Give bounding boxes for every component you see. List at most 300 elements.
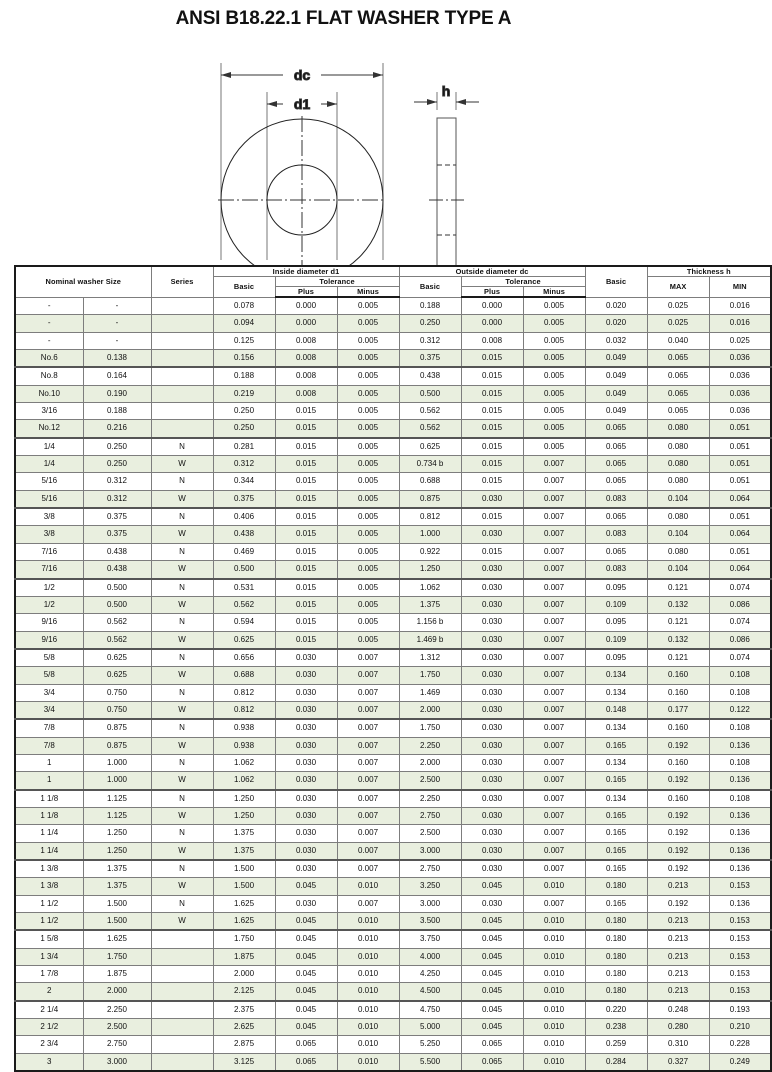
cell-dc-plus: 0.045 bbox=[461, 1001, 523, 1019]
cell-thickness-max: 0.192 bbox=[647, 737, 709, 754]
cell-thickness-min: 0.051 bbox=[709, 543, 771, 560]
cell-d1-basic: 2.875 bbox=[213, 1036, 275, 1053]
cell-d1-plus: 0.030 bbox=[275, 842, 337, 860]
cell-thickness-max: 0.192 bbox=[647, 860, 709, 878]
cell-thickness-max: 0.213 bbox=[647, 966, 709, 983]
cell-d1-plus: 0.008 bbox=[275, 350, 337, 368]
cell-dc-basic: 1.062 bbox=[399, 579, 461, 597]
table-row bbox=[15, 1019, 771, 1036]
cell-thickness-basic: 0.165 bbox=[585, 772, 647, 790]
cell-dc-plus: 0.045 bbox=[461, 930, 523, 948]
cell-nominal-size: 7/8 bbox=[15, 719, 83, 737]
cell-dc-minus: 0.007 bbox=[523, 543, 585, 560]
cell-thickness-max: 0.065 bbox=[647, 350, 709, 368]
cell-dc-plus: 0.015 bbox=[461, 456, 523, 473]
cell-d1-minus: 0.010 bbox=[337, 913, 399, 931]
cell-thickness-max: 0.280 bbox=[647, 1019, 709, 1036]
cell-dc-minus: 0.007 bbox=[523, 596, 585, 613]
cell-d1-minus: 0.005 bbox=[337, 332, 399, 349]
cell-d1-plus: 0.015 bbox=[275, 473, 337, 490]
cell-thickness-max: 0.213 bbox=[647, 930, 709, 948]
table-row bbox=[15, 825, 771, 842]
cell-dc-basic: 4.250 bbox=[399, 966, 461, 983]
cell-dc-plus: 0.000 bbox=[461, 315, 523, 332]
cell-thickness-max: 0.080 bbox=[647, 508, 709, 526]
cell-d1-basic: 1.500 bbox=[213, 878, 275, 895]
cell-dc-plus: 0.015 bbox=[461, 350, 523, 368]
cell-dc-basic: 0.250 bbox=[399, 315, 461, 332]
cell-dc-plus: 0.045 bbox=[461, 983, 523, 1001]
cell-nominal-value: 0.138 bbox=[83, 350, 151, 368]
cell-dc-plus: 0.045 bbox=[461, 948, 523, 965]
cell-d1-plus: 0.045 bbox=[275, 1001, 337, 1019]
cell-dc-minus: 0.005 bbox=[523, 332, 585, 349]
cell-thickness-basic: 0.049 bbox=[585, 385, 647, 402]
table-row bbox=[15, 332, 771, 349]
cell-series: W bbox=[151, 878, 213, 895]
cell-series bbox=[151, 1036, 213, 1053]
cell-d1-minus: 0.007 bbox=[337, 825, 399, 842]
cell-dc-basic: 2.750 bbox=[399, 860, 461, 878]
cell-series: N bbox=[151, 579, 213, 597]
cell-nominal-size: 2 1/4 bbox=[15, 1001, 83, 1019]
cell-dc-basic: 1.250 bbox=[399, 561, 461, 579]
cell-series: N bbox=[151, 719, 213, 737]
cell-dc-plus: 0.015 bbox=[461, 385, 523, 402]
cell-series: W bbox=[151, 842, 213, 860]
cell-d1-basic: 0.344 bbox=[213, 473, 275, 490]
cell-dc-plus: 0.030 bbox=[461, 842, 523, 860]
cell-dc-basic: 0.188 bbox=[399, 297, 461, 315]
cell-thickness-min: 0.228 bbox=[709, 1036, 771, 1053]
cell-d1-minus: 0.007 bbox=[337, 895, 399, 912]
cell-thickness-min: 0.136 bbox=[709, 807, 771, 824]
cell-thickness-max: 0.080 bbox=[647, 473, 709, 490]
cell-thickness-min: 0.036 bbox=[709, 367, 771, 385]
table-row bbox=[15, 508, 771, 526]
cell-dc-basic: 2.250 bbox=[399, 737, 461, 754]
cell-nominal-value: 0.312 bbox=[83, 473, 151, 490]
cell-dc-plus: 0.030 bbox=[461, 790, 523, 808]
cell-d1-minus: 0.007 bbox=[337, 772, 399, 790]
cell-thickness-min: 0.016 bbox=[709, 297, 771, 315]
cell-d1-basic: 0.469 bbox=[213, 543, 275, 560]
cell-series bbox=[151, 403, 213, 420]
cell-dc-plus: 0.045 bbox=[461, 1019, 523, 1036]
cell-d1-minus: 0.007 bbox=[337, 701, 399, 719]
cell-nominal-size: 1 1/2 bbox=[15, 913, 83, 931]
cell-nominal-value: 0.625 bbox=[83, 667, 151, 684]
cell-thickness-min: 0.036 bbox=[709, 350, 771, 368]
cell-nominal-size: No.12 bbox=[15, 420, 83, 438]
cell-series: W bbox=[151, 772, 213, 790]
cell-thickness-min: 0.086 bbox=[709, 631, 771, 649]
cell-thickness-basic: 0.065 bbox=[585, 420, 647, 438]
dimension-label-dc: dc bbox=[293, 67, 311, 83]
cell-d1-plus: 0.030 bbox=[275, 701, 337, 719]
cell-nominal-value: 0.625 bbox=[83, 649, 151, 667]
cell-d1-plus: 0.045 bbox=[275, 983, 337, 1001]
cell-dc-minus: 0.005 bbox=[523, 420, 585, 438]
cell-dc-basic: 0.438 bbox=[399, 367, 461, 385]
cell-d1-plus: 0.030 bbox=[275, 719, 337, 737]
table-row bbox=[15, 1001, 771, 1019]
table-row bbox=[15, 631, 771, 649]
cell-dc-plus: 0.030 bbox=[461, 719, 523, 737]
cell-dc-minus: 0.007 bbox=[523, 631, 585, 649]
cell-thickness-basic: 0.065 bbox=[585, 473, 647, 490]
table-row bbox=[15, 913, 771, 931]
cell-dc-minus: 0.010 bbox=[523, 878, 585, 895]
cell-d1-plus: 0.015 bbox=[275, 543, 337, 560]
cell-nominal-size: 1 bbox=[15, 772, 83, 790]
cell-d1-plus: 0.030 bbox=[275, 790, 337, 808]
cell-thickness-max: 0.192 bbox=[647, 842, 709, 860]
cell-d1-minus: 0.005 bbox=[337, 543, 399, 560]
cell-nominal-value: 0.190 bbox=[83, 385, 151, 402]
cell-series: W bbox=[151, 561, 213, 579]
cell-series: N bbox=[151, 649, 213, 667]
cell-nominal-size: 1 3/4 bbox=[15, 948, 83, 965]
cell-d1-minus: 0.010 bbox=[337, 1001, 399, 1019]
cell-dc-plus: 0.030 bbox=[461, 561, 523, 579]
cell-dc-plus: 0.065 bbox=[461, 1036, 523, 1053]
cell-d1-minus: 0.005 bbox=[337, 456, 399, 473]
cell-d1-minus: 0.007 bbox=[337, 807, 399, 824]
cell-dc-basic: 3.500 bbox=[399, 913, 461, 931]
cell-d1-minus: 0.005 bbox=[337, 614, 399, 631]
cell-dc-plus: 0.015 bbox=[461, 438, 523, 456]
cell-d1-plus: 0.030 bbox=[275, 825, 337, 842]
cell-dc-minus: 0.007 bbox=[523, 561, 585, 579]
cell-d1-plus: 0.030 bbox=[275, 684, 337, 701]
table-row bbox=[15, 842, 771, 860]
cell-nominal-size: 5/16 bbox=[15, 473, 83, 490]
header-d1-plus: Plus bbox=[275, 287, 337, 298]
cell-dc-plus: 0.045 bbox=[461, 913, 523, 931]
cell-dc-basic: 1.312 bbox=[399, 649, 461, 667]
cell-d1-plus: 0.015 bbox=[275, 490, 337, 508]
cell-dc-basic: 4.750 bbox=[399, 1001, 461, 1019]
cell-d1-plus: 0.045 bbox=[275, 948, 337, 965]
cell-thickness-basic: 0.180 bbox=[585, 878, 647, 895]
header-d1-minus: Minus bbox=[337, 287, 399, 298]
cell-dc-basic: 2.000 bbox=[399, 701, 461, 719]
cell-d1-minus: 0.010 bbox=[337, 1036, 399, 1053]
table-row bbox=[15, 684, 771, 701]
cell-d1-basic: 0.656 bbox=[213, 649, 275, 667]
cell-thickness-min: 0.210 bbox=[709, 1019, 771, 1036]
cell-dc-minus: 0.007 bbox=[523, 825, 585, 842]
cell-d1-minus: 0.010 bbox=[337, 930, 399, 948]
cell-thickness-min: 0.136 bbox=[709, 772, 771, 790]
cell-dc-minus: 0.010 bbox=[523, 1001, 585, 1019]
cell-d1-minus: 0.005 bbox=[337, 367, 399, 385]
cell-thickness-min: 0.136 bbox=[709, 895, 771, 912]
table-row bbox=[15, 596, 771, 613]
cell-nominal-size: 1 3/8 bbox=[15, 860, 83, 878]
cell-thickness-min: 0.064 bbox=[709, 526, 771, 543]
header-outside-diameter: Outside diameter dc bbox=[399, 266, 585, 277]
cell-thickness-max: 0.192 bbox=[647, 895, 709, 912]
cell-dc-minus: 0.007 bbox=[523, 754, 585, 771]
cell-dc-basic: 0.688 bbox=[399, 473, 461, 490]
cell-thickness-basic: 0.049 bbox=[585, 367, 647, 385]
cell-dc-plus: 0.030 bbox=[461, 737, 523, 754]
cell-dc-plus: 0.030 bbox=[461, 754, 523, 771]
cell-d1-basic: 0.812 bbox=[213, 684, 275, 701]
cell-series: N bbox=[151, 790, 213, 808]
cell-thickness-max: 0.160 bbox=[647, 754, 709, 771]
cell-thickness-min: 0.122 bbox=[709, 701, 771, 719]
cell-nominal-value: 0.250 bbox=[83, 438, 151, 456]
cell-thickness-max: 0.213 bbox=[647, 948, 709, 965]
cell-dc-plus: 0.030 bbox=[461, 825, 523, 842]
cell-thickness-basic: 0.065 bbox=[585, 508, 647, 526]
cell-nominal-size: 3/4 bbox=[15, 684, 83, 701]
header-thickness-min: MIN bbox=[709, 277, 771, 298]
cell-thickness-min: 0.064 bbox=[709, 490, 771, 508]
table-body bbox=[15, 297, 771, 1071]
table-row bbox=[15, 930, 771, 948]
cell-dc-basic: 5.250 bbox=[399, 1036, 461, 1053]
cell-dc-basic: 1.375 bbox=[399, 596, 461, 613]
cell-nominal-size: - bbox=[15, 297, 83, 315]
cell-thickness-min: 0.108 bbox=[709, 684, 771, 701]
cell-dc-plus: 0.030 bbox=[461, 667, 523, 684]
washer-drawing bbox=[0, 30, 687, 260]
header-dc-plus: Plus bbox=[461, 287, 523, 298]
cell-nominal-size: 3/8 bbox=[15, 526, 83, 543]
cell-dc-minus: 0.007 bbox=[523, 790, 585, 808]
table-row bbox=[15, 473, 771, 490]
cell-thickness-basic: 0.083 bbox=[585, 490, 647, 508]
cell-series: N bbox=[151, 684, 213, 701]
header-dc-minus: Minus bbox=[523, 287, 585, 298]
cell-nominal-value: - bbox=[83, 315, 151, 332]
cell-thickness-basic: 0.165 bbox=[585, 807, 647, 824]
cell-thickness-max: 0.160 bbox=[647, 790, 709, 808]
cell-nominal-size: 1 1/8 bbox=[15, 790, 83, 808]
cell-dc-plus: 0.015 bbox=[461, 543, 523, 560]
cell-thickness-basic: 0.134 bbox=[585, 684, 647, 701]
cell-nominal-size: 1 1/8 bbox=[15, 807, 83, 824]
cell-series: N bbox=[151, 754, 213, 771]
cell-d1-basic: 1.625 bbox=[213, 895, 275, 912]
cell-nominal-value: 0.750 bbox=[83, 684, 151, 701]
cell-nominal-size: 1/4 bbox=[15, 438, 83, 456]
cell-nominal-value: 1.375 bbox=[83, 878, 151, 895]
cell-thickness-max: 0.213 bbox=[647, 983, 709, 1001]
cell-d1-plus: 0.045 bbox=[275, 913, 337, 931]
cell-nominal-size: 1/2 bbox=[15, 579, 83, 597]
cell-dc-minus: 0.007 bbox=[523, 719, 585, 737]
cell-nominal-size: 1 5/8 bbox=[15, 930, 83, 948]
cell-dc-minus: 0.010 bbox=[523, 983, 585, 1001]
cell-d1-plus: 0.015 bbox=[275, 403, 337, 420]
cell-nominal-value: 0.375 bbox=[83, 508, 151, 526]
cell-thickness-max: 0.192 bbox=[647, 825, 709, 842]
cell-thickness-max: 0.065 bbox=[647, 403, 709, 420]
cell-series: N bbox=[151, 825, 213, 842]
cell-dc-plus: 0.015 bbox=[461, 508, 523, 526]
cell-dc-basic: 5.000 bbox=[399, 1019, 461, 1036]
cell-dc-basic: 0.562 bbox=[399, 420, 461, 438]
cell-dc-plus: 0.030 bbox=[461, 860, 523, 878]
cell-series: W bbox=[151, 631, 213, 649]
cell-series: N bbox=[151, 438, 213, 456]
cell-d1-basic: 0.188 bbox=[213, 367, 275, 385]
cell-thickness-max: 0.248 bbox=[647, 1001, 709, 1019]
cell-d1-minus: 0.005 bbox=[337, 297, 399, 315]
cell-thickness-min: 0.153 bbox=[709, 948, 771, 965]
cell-thickness-min: 0.153 bbox=[709, 983, 771, 1001]
cell-dc-plus: 0.015 bbox=[461, 367, 523, 385]
cell-d1-basic: 0.531 bbox=[213, 579, 275, 597]
cell-thickness-min: 0.108 bbox=[709, 667, 771, 684]
cell-thickness-basic: 0.134 bbox=[585, 667, 647, 684]
cell-d1-basic: 2.375 bbox=[213, 1001, 275, 1019]
table-row bbox=[15, 403, 771, 420]
cell-dc-basic: 2.000 bbox=[399, 754, 461, 771]
cell-thickness-basic: 0.165 bbox=[585, 860, 647, 878]
cell-series bbox=[151, 1053, 213, 1071]
cell-thickness-min: 0.036 bbox=[709, 385, 771, 402]
cell-series: W bbox=[151, 913, 213, 931]
table-row bbox=[15, 649, 771, 667]
cell-dc-minus: 0.010 bbox=[523, 1019, 585, 1036]
cell-dc-basic: 1.000 bbox=[399, 526, 461, 543]
cell-nominal-value: 0.500 bbox=[83, 579, 151, 597]
table-row bbox=[15, 579, 771, 597]
cell-thickness-min: 0.153 bbox=[709, 878, 771, 895]
cell-dc-minus: 0.005 bbox=[523, 367, 585, 385]
table-row bbox=[15, 526, 771, 543]
cell-dc-plus: 0.030 bbox=[461, 772, 523, 790]
header-inside-diameter: Inside diameter d1 bbox=[213, 266, 399, 277]
header-dc-basic: Basic bbox=[399, 277, 461, 298]
cell-dc-minus: 0.005 bbox=[523, 438, 585, 456]
cell-nominal-size: 1 1/4 bbox=[15, 825, 83, 842]
cell-thickness-basic: 0.180 bbox=[585, 930, 647, 948]
table-row bbox=[15, 543, 771, 560]
cell-dc-minus: 0.010 bbox=[523, 930, 585, 948]
cell-dc-basic: 0.375 bbox=[399, 350, 461, 368]
cell-d1-plus: 0.045 bbox=[275, 930, 337, 948]
cell-nominal-value: 0.375 bbox=[83, 526, 151, 543]
cell-dc-minus: 0.007 bbox=[523, 737, 585, 754]
cell-thickness-max: 0.213 bbox=[647, 878, 709, 895]
cell-dc-basic: 5.500 bbox=[399, 1053, 461, 1071]
cell-dc-basic: 0.812 bbox=[399, 508, 461, 526]
cell-thickness-basic: 0.083 bbox=[585, 526, 647, 543]
cell-thickness-max: 0.213 bbox=[647, 913, 709, 931]
cell-thickness-min: 0.153 bbox=[709, 913, 771, 931]
table-row bbox=[15, 456, 771, 473]
cell-d1-basic: 0.250 bbox=[213, 420, 275, 438]
cell-nominal-size: 5/8 bbox=[15, 667, 83, 684]
cell-d1-minus: 0.007 bbox=[337, 684, 399, 701]
cell-dc-minus: 0.005 bbox=[523, 350, 585, 368]
header-dc-tolerance: Tolerance bbox=[461, 277, 585, 287]
cell-d1-basic: 1.750 bbox=[213, 930, 275, 948]
cell-d1-minus: 0.010 bbox=[337, 878, 399, 895]
cell-thickness-min: 0.153 bbox=[709, 930, 771, 948]
cell-dc-plus: 0.030 bbox=[461, 631, 523, 649]
cell-dc-basic: 2.500 bbox=[399, 772, 461, 790]
cell-thickness-min: 0.193 bbox=[709, 1001, 771, 1019]
cell-d1-minus: 0.005 bbox=[337, 596, 399, 613]
cell-nominal-size: 9/16 bbox=[15, 614, 83, 631]
cell-thickness-max: 0.121 bbox=[647, 649, 709, 667]
cell-nominal-value: 1.250 bbox=[83, 842, 151, 860]
cell-nominal-value: 1.875 bbox=[83, 966, 151, 983]
dimension-dc bbox=[221, 63, 383, 260]
cell-thickness-basic: 0.065 bbox=[585, 438, 647, 456]
cell-thickness-basic: 0.134 bbox=[585, 790, 647, 808]
cell-thickness-max: 0.192 bbox=[647, 772, 709, 790]
cell-nominal-size: No.6 bbox=[15, 350, 83, 368]
cell-d1-minus: 0.007 bbox=[337, 790, 399, 808]
cell-dc-basic: 0.562 bbox=[399, 403, 461, 420]
cell-nominal-value: 0.250 bbox=[83, 456, 151, 473]
cell-d1-minus: 0.005 bbox=[337, 438, 399, 456]
cell-series: W bbox=[151, 490, 213, 508]
cell-thickness-basic: 0.165 bbox=[585, 737, 647, 754]
cell-d1-basic: 0.156 bbox=[213, 350, 275, 368]
cell-d1-plus: 0.015 bbox=[275, 526, 337, 543]
cell-d1-plus: 0.030 bbox=[275, 772, 337, 790]
cell-thickness-max: 0.104 bbox=[647, 526, 709, 543]
table-row bbox=[15, 772, 771, 790]
cell-thickness-max: 0.132 bbox=[647, 596, 709, 613]
cell-thickness-basic: 0.020 bbox=[585, 315, 647, 332]
cell-nominal-size: 1/4 bbox=[15, 456, 83, 473]
cell-thickness-max: 0.327 bbox=[647, 1053, 709, 1071]
cell-dc-minus: 0.005 bbox=[523, 403, 585, 420]
cell-nominal-size: 1 bbox=[15, 754, 83, 771]
cell-dc-basic: 2.500 bbox=[399, 825, 461, 842]
cell-thickness-max: 0.160 bbox=[647, 684, 709, 701]
cell-d1-minus: 0.005 bbox=[337, 403, 399, 420]
cell-d1-basic: 0.312 bbox=[213, 456, 275, 473]
cell-dc-plus: 0.065 bbox=[461, 1053, 523, 1071]
cell-thickness-min: 0.051 bbox=[709, 438, 771, 456]
cell-thickness-min: 0.051 bbox=[709, 456, 771, 473]
cell-dc-basic: 1.469 b bbox=[399, 631, 461, 649]
cell-dc-minus: 0.010 bbox=[523, 913, 585, 931]
cell-d1-minus: 0.007 bbox=[337, 667, 399, 684]
cell-dc-basic: 1.469 bbox=[399, 684, 461, 701]
cell-nominal-value: 0.164 bbox=[83, 367, 151, 385]
cell-d1-basic: 1.625 bbox=[213, 913, 275, 931]
cell-dc-minus: 0.010 bbox=[523, 1053, 585, 1071]
cell-thickness-basic: 0.095 bbox=[585, 614, 647, 631]
cell-nominal-size: 7/16 bbox=[15, 561, 83, 579]
cell-nominal-size: 3 bbox=[15, 1053, 83, 1071]
cell-nominal-size: 1 1/4 bbox=[15, 842, 83, 860]
cell-nominal-value: 2.250 bbox=[83, 1001, 151, 1019]
cell-d1-plus: 0.008 bbox=[275, 385, 337, 402]
cell-d1-minus: 0.007 bbox=[337, 754, 399, 771]
cell-d1-basic: 0.219 bbox=[213, 385, 275, 402]
cell-nominal-value: 1.500 bbox=[83, 895, 151, 912]
cell-d1-minus: 0.005 bbox=[337, 579, 399, 597]
cell-thickness-min: 0.108 bbox=[709, 790, 771, 808]
cell-dc-minus: 0.005 bbox=[523, 297, 585, 315]
cell-nominal-value: 1.125 bbox=[83, 807, 151, 824]
cell-d1-plus: 0.008 bbox=[275, 367, 337, 385]
